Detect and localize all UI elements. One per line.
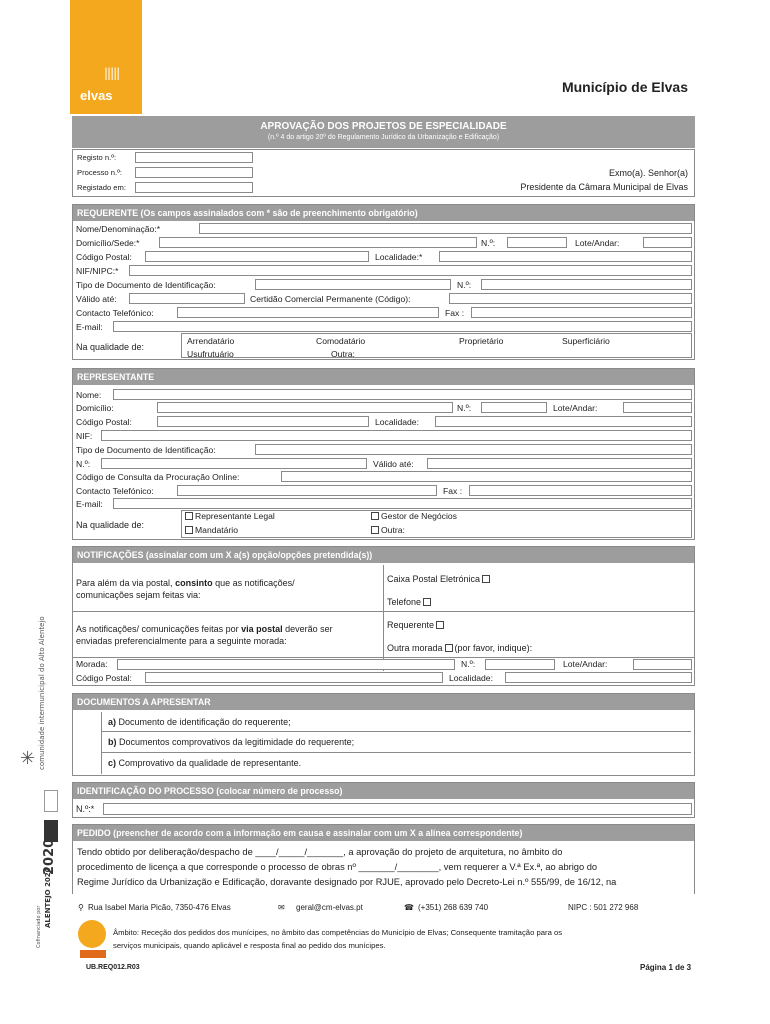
- notificacoes-header: NOTIFICAÇÕES (assinalar com um X a(s) opção/opções pretendida(s)): [73, 547, 694, 563]
- req-nif-input[interactable]: [129, 265, 692, 276]
- rep-procuracao-input[interactable]: [281, 471, 692, 482]
- footer-email[interactable]: geral@cm-elvas.pt: [296, 903, 363, 912]
- notif-p2-c: deverão ser: [282, 624, 333, 634]
- alentejo-logo: ALENTEJO 2020: [44, 867, 52, 928]
- rep-domicilio-label: Domicílio:: [76, 403, 114, 413]
- certification-badge: [80, 950, 106, 958]
- req-contacto-input[interactable]: [177, 307, 439, 318]
- req-email-label: E-mail:: [76, 322, 103, 332]
- ident-numero-input[interactable]: [103, 803, 692, 815]
- pedido-text: [73, 841, 694, 890]
- rep-numero2-input[interactable]: [101, 458, 367, 469]
- rep-opt-gestor-row[interactable]: [369, 511, 457, 521]
- rep-tipodoc-label: Tipo de Documento de Identificação:: [76, 445, 216, 455]
- documentos-list: [101, 712, 691, 774]
- rep-cp-input[interactable]: [157, 416, 369, 427]
- documento-item-a: [102, 712, 691, 732]
- cim-star-icon: ✳: [20, 748, 36, 769]
- logo-word: elvas: [80, 88, 113, 103]
- requerente-header: REQUERENTE (Os campos assinalados com * são de preenchimento obrigatório): [73, 205, 694, 221]
- documentos-section: [72, 693, 695, 776]
- req-certidao-input[interactable]: [449, 293, 692, 304]
- rep-outra-checkbox[interactable]: [371, 526, 379, 534]
- processo-input[interactable]: [135, 167, 253, 178]
- page-number: Página 1 de 3: [640, 963, 692, 972]
- notif-separator: [73, 611, 694, 612]
- sidebar-logos: [14, 616, 60, 950]
- rep-nif-label: NIF:: [76, 431, 93, 441]
- processo-label: Processo n.º:: [77, 168, 122, 177]
- cofinanciado-text: Cofinanciado por: [36, 905, 42, 948]
- notif-opt-telefone-row[interactable]: [387, 597, 433, 607]
- notif-opt-outra-row[interactable]: [387, 643, 532, 653]
- footer-phone: (+351) 268 639 740: [418, 903, 489, 912]
- rep-lote-input[interactable]: [623, 402, 692, 413]
- req-qualidade-label: Na qualidade de:: [76, 342, 145, 352]
- rep-domicilio-input[interactable]: [157, 402, 453, 413]
- documento-a-letter: a): [108, 717, 117, 727]
- notif-opt-outra-hint: (por favor, indique):: [454, 643, 533, 653]
- req-fax-label: Fax :: [445, 308, 465, 318]
- req-numero-input[interactable]: [507, 237, 567, 248]
- notif-separator-2: [73, 657, 694, 658]
- registo-block: [72, 149, 695, 197]
- notificacoes-section: [72, 546, 695, 686]
- rep-opt-legal-row[interactable]: [183, 511, 275, 521]
- documento-item-c: [102, 753, 691, 774]
- notif-telefone-checkbox[interactable]: [423, 598, 431, 606]
- addressee-line2: Presidente da Câmara Municipal de Elvas: [520, 182, 688, 192]
- req-tipodoc-input[interactable]: [255, 279, 451, 290]
- documento-b-text: Documentos comprovativos da legitimidade do requerente;: [116, 737, 355, 747]
- rep-mandatario-checkbox[interactable]: [185, 526, 193, 534]
- rep-gestor-checkbox[interactable]: [371, 512, 379, 520]
- logo-bars-icon: |||||: [104, 66, 120, 80]
- req-cp-input[interactable]: [145, 251, 369, 262]
- rep-localidade-input[interactable]: [435, 416, 692, 427]
- req-domicilio-label: Domicílio/Sede:*: [76, 238, 140, 248]
- rep-opt-outra-row[interactable]: [369, 525, 405, 535]
- footer-ambito: [113, 926, 703, 952]
- notif-opt-caixa: Caixa Postal Eletrónica: [387, 574, 481, 584]
- form-subtitle: (n.º 4 do artigo 20º do Regulamento Jurídico da Urbanização e Edificação): [267, 134, 500, 141]
- notif-localidade-input[interactable]: [505, 672, 692, 683]
- req-localidade-label: Localidade:*: [375, 252, 423, 262]
- notif-lote-input[interactable]: [633, 659, 692, 670]
- notif-lote-label: Lote/Andar:: [563, 659, 608, 669]
- rep-valido-label: Válido até:: [373, 459, 414, 469]
- location-pin-icon: ⚲: [78, 903, 84, 912]
- footer-address: Rua Isabel Maria Picão, 7350-476 Elvas: [88, 903, 231, 912]
- municipality-title: Município de Elvas: [561, 79, 688, 95]
- ident-numero-label: N.º:*: [76, 804, 95, 814]
- rep-fax-input[interactable]: [469, 485, 692, 496]
- notif-opt-caixa-row[interactable]: [387, 574, 492, 584]
- rep-localidade-label: Localidade:: [375, 417, 419, 427]
- documento-item-b: [102, 732, 691, 753]
- ambito-line1: Âmbito: Receção dos pedidos dos munícipes, no âmbito das competências do Município de Elvas; Consequente tramitação para os: [113, 928, 563, 937]
- mail-icon: ✉: [278, 903, 285, 912]
- registado-label: Registado em:: [77, 183, 126, 192]
- notif-opt-telefone: Telefone: [387, 597, 422, 607]
- rep-numero-label: N.º:: [457, 403, 472, 413]
- notif-requerente-checkbox[interactable]: [436, 621, 444, 629]
- rep-contacto-label: Contacto Telefónico:: [76, 486, 154, 496]
- notif-divider: [383, 565, 384, 671]
- elvas-logo: [70, 0, 142, 114]
- req-contacto-label: Contacto Telefónico:: [76, 308, 154, 318]
- req-opt-comodatario[interactable]: Comodatário: [316, 336, 366, 346]
- rep-contacto-input[interactable]: [177, 485, 437, 496]
- footer-contacts: [78, 903, 698, 915]
- registado-input[interactable]: [135, 182, 253, 193]
- pedido-line2: procedimento de licença a que corresponde o processo de obras nº _______/________, vem requerer a V.ª Ex.ª, ao abrigo do: [77, 862, 598, 872]
- cim-logo-text: comunidade intermunicipal do Alto Alentejo: [38, 616, 46, 770]
- eu-flag-icon: [44, 790, 58, 812]
- documento-a-text: Documento de identificação do requerente;: [116, 717, 291, 727]
- req-nome-label: Nome/Denominação:*: [76, 224, 161, 234]
- req-certidao-label: Certidão Comercial Permanente (Código):: [250, 294, 411, 304]
- rep-legal-checkbox[interactable]: [185, 512, 193, 520]
- rep-opt-legal: Representante Legal: [195, 511, 275, 521]
- rep-nome-label: Nome:: [76, 390, 102, 400]
- notif-caixa-checkbox[interactable]: [482, 575, 490, 583]
- rep-numero2-label: N.º:: [76, 459, 91, 469]
- req-opt-superficiario[interactable]: Superficiário: [562, 336, 610, 346]
- rep-opt-gestor: Gestor de Negócios: [381, 511, 457, 521]
- documentos-header: DOCUMENTOS A APRESENTAR: [73, 694, 694, 710]
- footer-nipc: NIPC : 501 272 968: [568, 903, 639, 912]
- notif-localidade-label: Localidade:: [449, 673, 493, 683]
- documento-b-letter: b): [108, 737, 117, 747]
- pedido-section: [72, 824, 695, 894]
- rep-nif-input[interactable]: [101, 430, 692, 441]
- req-valido-label: Válido até:: [76, 294, 117, 304]
- rep-cp-label: Código Postal:: [76, 417, 132, 427]
- req-domicilio-input[interactable]: [159, 237, 477, 248]
- req-lote-label: Lote/Andar:: [575, 238, 620, 248]
- rep-opt-outra: Outra:: [381, 525, 405, 535]
- req-cp-label: Código Postal:: [76, 252, 132, 262]
- req-tipodoc-label: Tipo de Documento de Identificação:: [76, 280, 216, 290]
- req-valido-input[interactable]: [129, 293, 245, 304]
- registo-label: Registo n.º:: [77, 153, 117, 162]
- notif-cp-input[interactable]: [145, 672, 443, 683]
- representante-section: [72, 368, 695, 540]
- rep-email-input[interactable]: [113, 498, 692, 509]
- req-numero2-input[interactable]: [481, 279, 692, 290]
- rep-opt-mandatario: Mandatário: [195, 525, 238, 535]
- req-opt-arrendatario[interactable]: Arrendatário: [187, 336, 235, 346]
- notif-p2-d: enviadas preferencialmente para a seguinte morada:: [76, 636, 287, 646]
- pedido-line1: Tendo obtido por deliberação/despacho de ____/_____/_______, a aprovação do projeto de arquitetura, no âmbito do: [77, 847, 563, 857]
- identificacao-section: [72, 782, 695, 818]
- title-block: [72, 116, 695, 148]
- req-opt-usufrutuario[interactable]: Usufrutuário: [187, 349, 234, 359]
- phone-icon: ☎: [404, 903, 414, 912]
- req-nome-input[interactable]: [199, 223, 692, 234]
- notif-outra-checkbox[interactable]: [445, 644, 453, 652]
- rep-numero-input[interactable]: [481, 402, 547, 413]
- notif-opt-requerente-row[interactable]: [387, 620, 446, 630]
- notif-p1-c: que as notificações/: [212, 578, 295, 588]
- req-opt-proprietario[interactable]: Proprietário: [459, 336, 504, 346]
- pedido-line3: Regime Jurídico da Urbanização e Edificação, doravante designado por RJUE, aprovado pelo Decreto-Lei n.º 555/99, de 16/12, na: [77, 877, 617, 887]
- notif-p2-b: via postal: [241, 624, 283, 634]
- notif-p2-a: As notificações/ comunicações feitas por: [76, 624, 242, 634]
- notif-cp-label: Código Postal:: [76, 673, 132, 683]
- rep-qualidade-label: Na qualidade de:: [76, 520, 145, 530]
- ambito-line2: serviços municipais, quando aplicável e resposta final ao pedido dos munícipes.: [113, 941, 386, 950]
- req-opt-outra[interactable]: Outra:: [331, 349, 355, 359]
- documento-c-text: Comprovativo da qualidade de representante.: [116, 758, 302, 768]
- form-code: UB.REQ012.R03: [86, 964, 140, 971]
- rep-email-label: E-mail:: [76, 499, 103, 509]
- notif-p1-a: Para além da via postal,: [76, 578, 176, 588]
- requerente-section: [72, 204, 695, 360]
- req-qualidade-box: [181, 333, 692, 358]
- representante-header: REPRESENTANTE: [73, 369, 694, 385]
- req-fax-input[interactable]: [471, 307, 692, 318]
- req-nif-label: NIF/NIPC:*: [76, 266, 119, 276]
- notif-numero-label: N.º:: [461, 659, 476, 669]
- addressee-line1: Exmo(a). Senhor(a): [608, 168, 688, 178]
- form-title: APROVAÇÃO DOS PROJETOS DE ESPECIALIDADE: [260, 121, 507, 132]
- rep-procuracao-label: Código de Consulta da Procuração Online:: [76, 472, 240, 482]
- documento-c-letter: c): [108, 758, 117, 768]
- req-numero-label: N.º:: [481, 238, 496, 248]
- rep-nome-input[interactable]: [113, 389, 692, 400]
- req-email-input[interactable]: [113, 321, 692, 332]
- notif-opt-outra: Outra morada: [387, 643, 443, 653]
- rep-tipodoc-input[interactable]: [255, 444, 692, 455]
- notif-consent-text: [76, 577, 376, 601]
- certification-seal: [78, 920, 106, 948]
- rep-valido-input[interactable]: [427, 458, 692, 469]
- notif-p1-b: consinto: [175, 578, 213, 588]
- rep-fax-label: Fax :: [443, 486, 463, 496]
- identificacao-header: IDENTIFICAÇÃO DO PROCESSO (colocar número de processo): [73, 783, 694, 799]
- notif-morada-label: Morada:: [76, 659, 108, 669]
- program-2020: 2020: [42, 838, 57, 875]
- req-localidade-input[interactable]: [439, 251, 692, 262]
- rep-opt-mandatario-row[interactable]: [183, 525, 238, 535]
- req-lote-input[interactable]: [643, 237, 692, 248]
- notif-morada-input[interactable]: [117, 659, 455, 670]
- pedido-header: PEDIDO (preencher de acordo com a informação em causa e assinalar com um X a alínea correspondente): [73, 825, 694, 841]
- rep-lote-label: Lote/Andar:: [553, 403, 598, 413]
- registo-input[interactable]: [135, 152, 253, 163]
- notif-numero-input[interactable]: [485, 659, 555, 670]
- notif-postal-text: [76, 623, 333, 647]
- notif-p1-d: comunicações sejam feitas via:: [76, 590, 201, 600]
- req-numero2-label: N.º:: [457, 280, 472, 290]
- notif-opt-requerente: Requerente: [387, 620, 435, 630]
